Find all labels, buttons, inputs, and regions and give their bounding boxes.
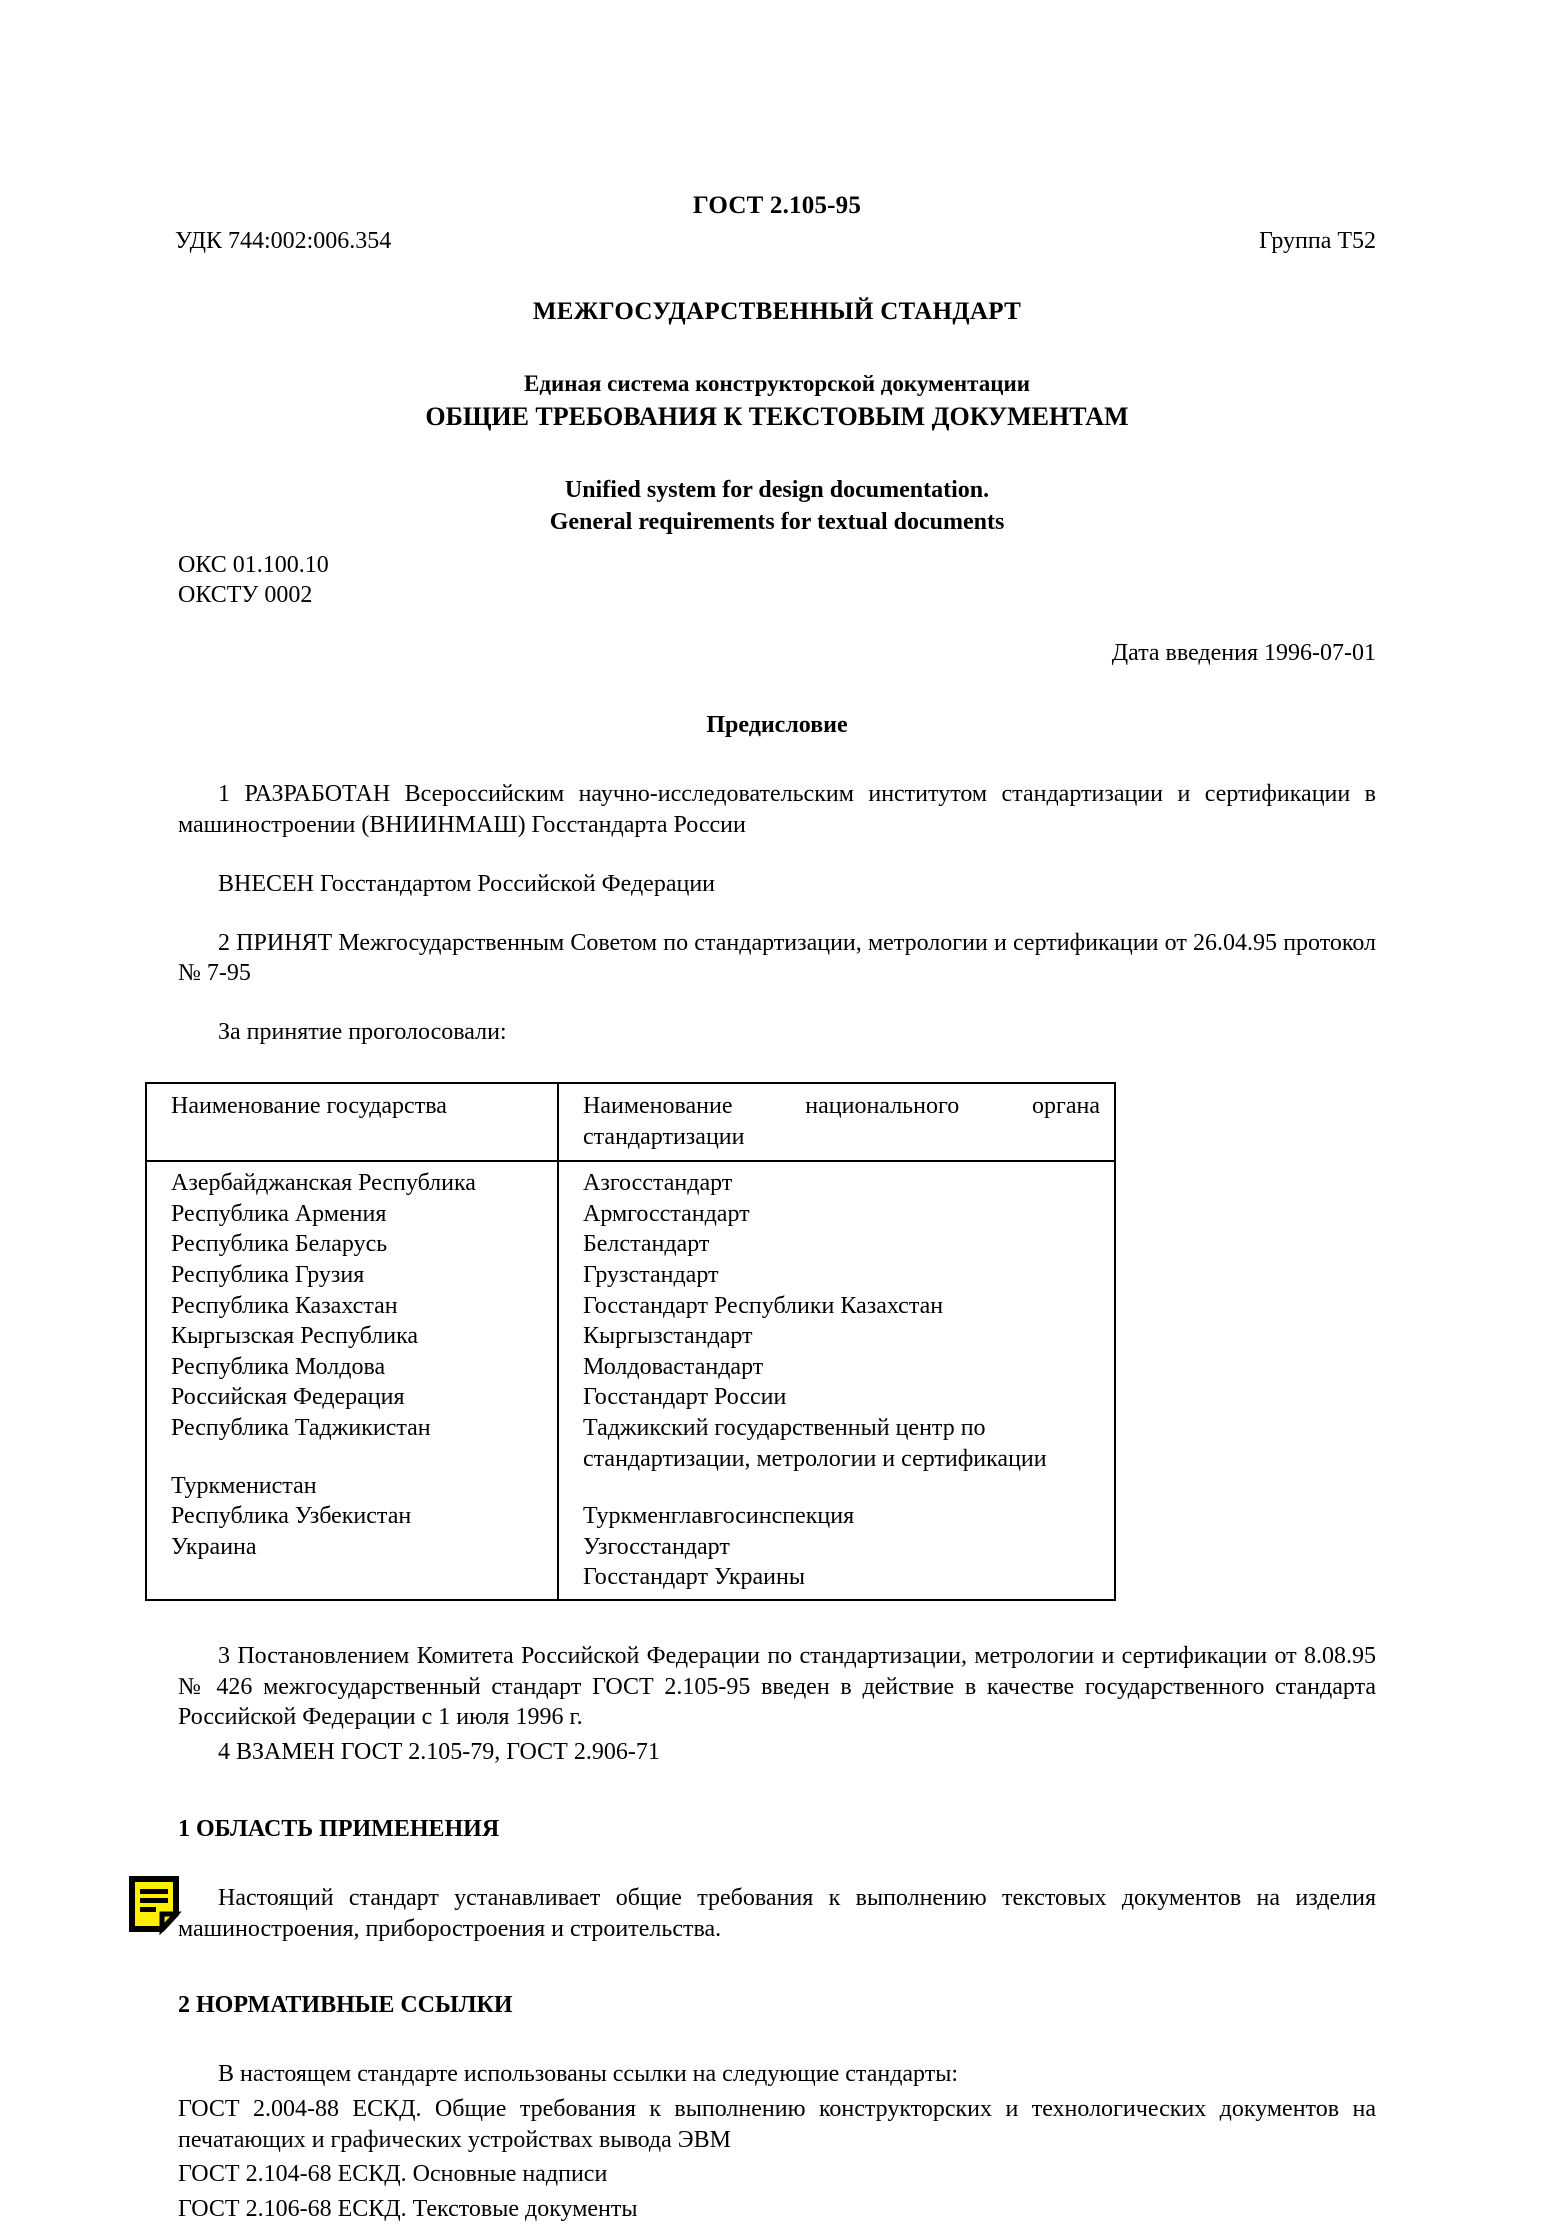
table-header-row [146,1083,1115,1161]
udk-group-row [175,228,1376,258]
section-2-intro: В настоящем стандарте использованы ссылки на следующие стандарты: [218,2061,959,2088]
list-item: Российская Федерация [171,1384,405,1411]
column-header-state: Наименование государства [171,1092,447,1119]
spacer-line [171,1444,543,1471]
system-name: Единая система конструкторской документации [524,371,1030,396]
list-item: Туркменистан [171,1472,317,1499]
udk-code: УДК 744:002:006.354 [175,228,392,254]
sticky-note-icon[interactable] [128,1876,180,1932]
body-list [559,1162,1114,1599]
list-item: Республика Армения [171,1200,387,1227]
reference-item: ГОСТ 2.104-68 ЕСКД. Основные надписи [178,2161,608,2188]
preface-item-4: 4 ВЗАМЕН ГОСТ 2.105-79, ГОСТ 2.906-71 [218,1739,660,1766]
preface-item-1: 1 РАЗРАБОТАН Всероссийским научно-исследовательским институтом стандартизации и сертификации в машиностроении (ВНИИНМАШ) Госстандарта России [178,781,1376,839]
title-en-line2: General requirements for textual documents [549,509,1005,535]
list-item: Украина [171,1533,257,1560]
reference-item: ГОСТ 2.106-68 ЕСКД. Текстовые документы [178,2196,638,2223]
document-body [171,0,1376,2225]
page-title: ОБЩИЕ ТРЕБОВАНИЯ К ТЕКСТОВЫМ ДОКУМЕНТАМ [425,402,1129,431]
list-item: Грузстандарт [583,1262,719,1288]
list-item: Молдовастандарт [583,1353,764,1380]
standard-kind: МЕЖГОСУДАРСТВЕННЫЙ СТАНДАРТ [532,298,1022,325]
list-item: Азгосстандарт [583,1170,733,1197]
reference-item: ГОСТ 2.004-88 ЕСКД. Общие требования к выполнению конструкторских и технологических документов на печатающих и графических устройствах вывода ЭВМ [178,2095,1376,2153]
list-item: Республика Беларусь [171,1231,388,1258]
list-item: Белстандарт [583,1231,710,1258]
list-item: Туркменглавгосинспекция [583,1503,855,1530]
preface-item-2: 2 ПРИНЯТ Межгосударственным Советом по стандартизации, метрологии и сертификации от 26.04.95 протокол № 7-95 [178,929,1376,987]
list-item: Республика Грузия [171,1262,365,1288]
list-item: Кыргызстандарт [583,1323,753,1350]
preface-heading: Предисловие [706,712,848,739]
oks-code: ОКС 01.100.10 [178,552,329,578]
list-item: Госстандарт Республики Казахстан [583,1292,944,1319]
list-item: Узгосстандарт [583,1533,730,1560]
title-en-line1: Unified system for design documentation. [564,477,990,503]
column-header-body: Наименование национального органа стандартизации [583,1092,1100,1150]
table-cell-bodies [558,1161,1115,1600]
list-item: Кыргызская Республика [171,1323,419,1350]
list-item: Республика Узбекистан [171,1503,412,1530]
vote-intro: За принятие проголосовали: [218,1019,507,1046]
spacer-line [583,1474,1100,1501]
list-item: Азербайджанская Республика [171,1170,476,1197]
table-row [146,1161,1115,1600]
table-header-cell-body [558,1083,1115,1161]
list-item: Республика Таджикистан [171,1414,431,1441]
doc-code: ГОСТ 2.105-95 [692,192,862,219]
state-list [147,1162,557,1568]
classification-codes [178,550,1376,610]
list-item: Таджикский государственный центр по стандартизации, метрологии и сертификации [583,1414,1047,1472]
group-code: Группа Т52 [1258,228,1376,254]
list-item: Республика Молдова [171,1353,386,1380]
introduction-date: Дата введения 1996-07-01 [1111,640,1376,667]
preface-item-1b: ВНЕСЕН Госстандартом Российской Федерации [218,870,716,897]
list-item: Республика Казахстан [171,1292,398,1319]
section-1-heading: 1 ОБЛАСТЬ ПРИМЕНЕНИЯ [178,1815,500,1842]
section-1-body: Настоящий стандарт устанавливает общие требования к выполнению текстовых документов на изделия машиностроения, приборостроения и строительства. [178,1884,1376,1942]
section-2-heading: 2 НОРМАТИВНЫЕ ССЫЛКИ [178,1992,513,2019]
table-cell-states [146,1161,558,1600]
okstu-code: ОКСТУ 0002 [178,582,313,609]
preface-item-3: 3 Постановлением Комитета Российской Федерации по стандартизации, метрологии и сертификации от 8.08.95 № 426 межгосударственный стандарт ГОСТ 2.105-95 введен в действие в качестве государственного стандарта Российской Федерации с 1 июля 1996 г. [178,1642,1376,1731]
list-item: Госстандарт Украины [583,1564,805,1591]
vote-table [145,1082,1116,1601]
table-header-cell-state [146,1083,558,1161]
list-item: Армгосстандарт [583,1200,750,1227]
list-item: Госстандарт России [583,1384,787,1411]
